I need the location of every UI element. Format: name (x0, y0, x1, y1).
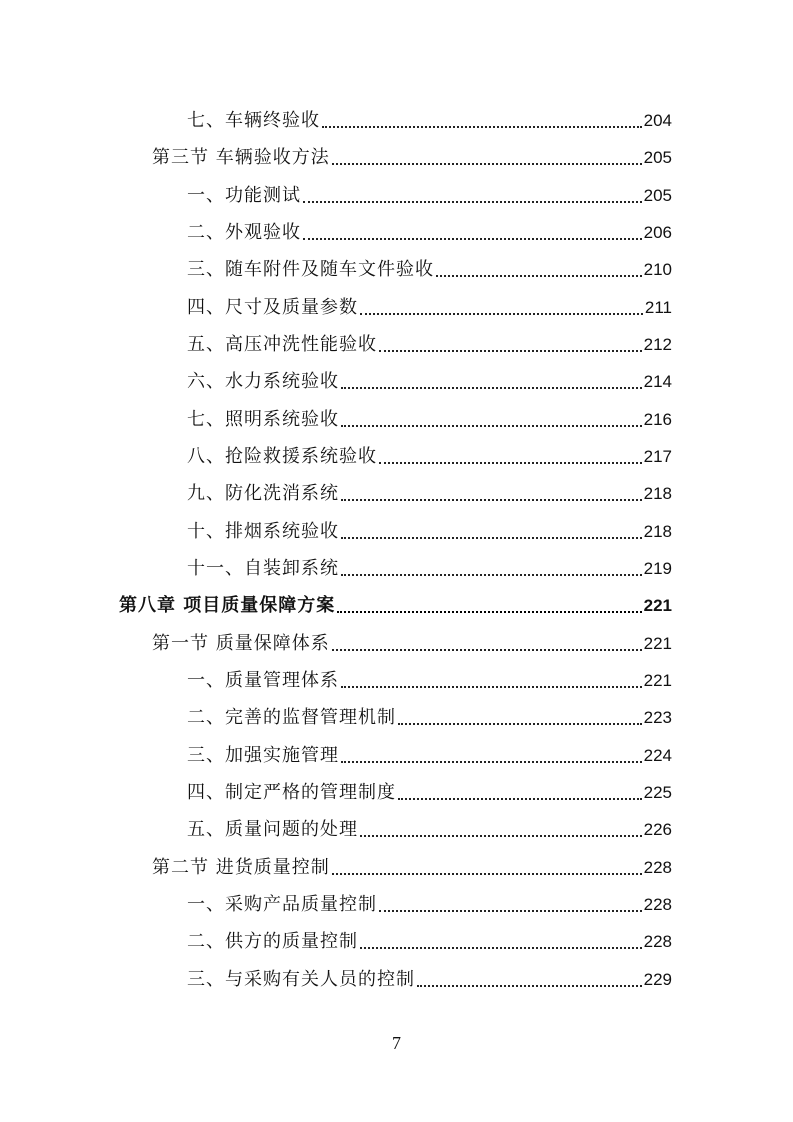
toc-entry-title: 五、质量问题的处理 (187, 819, 358, 840)
toc-entry-page: 221 (643, 671, 672, 690)
toc-entry-title: 十一、自装卸系统 (187, 558, 339, 579)
toc-entry[interactable] (0, 513, 793, 543)
toc-entry-page: 229 (643, 970, 672, 989)
dot-leader (379, 894, 642, 916)
toc-entry-title: 第八章 项目质量保障方案 (119, 595, 336, 616)
dot-leader (436, 259, 642, 281)
toc-entry[interactable] (0, 475, 793, 505)
dot-leader (303, 185, 642, 207)
toc-entry[interactable] (0, 401, 793, 431)
dot-leader (341, 670, 642, 692)
toc-entry-page: 206 (643, 223, 672, 242)
toc-entry[interactable] (0, 438, 793, 468)
dot-leader (360, 819, 642, 841)
toc-entry-page: 218 (643, 522, 672, 541)
toc-entry-page: 205 (643, 148, 672, 167)
dot-leader (341, 371, 642, 393)
toc-entry[interactable] (0, 886, 793, 916)
toc-entry-page: 224 (643, 746, 672, 765)
toc-entry-title: 三、与采购有关人员的控制 (187, 969, 415, 990)
toc-entry-page: 223 (643, 708, 672, 727)
toc-chapter-entry[interactable] (0, 587, 793, 617)
toc-entry-title: 七、车辆终验收 (187, 110, 320, 131)
toc-entry-page: 217 (643, 447, 672, 466)
toc-entry-title: 四、制定严格的管理制度 (187, 782, 396, 803)
dot-leader (360, 297, 643, 319)
dot-leader (398, 782, 642, 804)
toc-entry[interactable] (0, 363, 793, 393)
dot-leader (332, 633, 642, 655)
toc-entry-page: 225 (643, 783, 672, 802)
toc-entry-title: 第三节 车辆验收方法 (152, 147, 330, 168)
toc-entry-page: 210 (643, 260, 672, 279)
toc-entry-page: 214 (643, 372, 672, 391)
toc-entry[interactable] (0, 625, 793, 655)
toc-entry-page: 205 (643, 186, 672, 205)
toc-entry[interactable] (0, 737, 793, 767)
dot-leader (341, 521, 642, 543)
toc-entry-page: 228 (643, 932, 672, 951)
toc-entry-title: 一、功能测试 (187, 185, 301, 206)
toc-entry-page: 216 (643, 410, 672, 429)
page-number: 7 (392, 1033, 401, 1053)
dot-leader (332, 857, 642, 879)
toc-entry[interactable] (0, 662, 793, 692)
dot-leader (341, 409, 642, 431)
toc-entry-title: 六、水力系统验收 (187, 371, 339, 392)
toc-entry[interactable] (0, 326, 793, 356)
toc-entry-page: 228 (643, 858, 672, 877)
toc-entry-title: 一、质量管理体系 (187, 670, 339, 691)
toc-entry[interactable] (0, 139, 793, 169)
toc-entry-title: 十、排烟系统验收 (187, 521, 339, 542)
toc-entry-page: 211 (644, 298, 672, 317)
toc-entry[interactable] (0, 102, 793, 132)
toc-entry-title: 二、供方的质量控制 (187, 931, 358, 952)
dot-leader (341, 745, 642, 767)
toc-entry[interactable] (0, 923, 793, 953)
toc-entry-page: 212 (643, 335, 672, 354)
dot-leader (341, 483, 642, 505)
toc-entry[interactable] (0, 699, 793, 729)
toc-entry-title: 七、照明系统验收 (187, 409, 339, 430)
dot-leader (341, 558, 642, 580)
toc-entry[interactable] (0, 774, 793, 804)
dot-leader (360, 931, 642, 953)
toc-entry[interactable] (0, 251, 793, 281)
dot-leader (398, 707, 642, 729)
toc-entry-title: 一、采购产品质量控制 (187, 894, 377, 915)
toc-entry-title: 二、外观验收 (187, 222, 301, 243)
toc-entry-page: 221 (643, 596, 672, 615)
toc-entry-page: 226 (643, 820, 672, 839)
toc-entry[interactable] (0, 550, 793, 580)
toc-entry-page: 218 (643, 484, 672, 503)
toc-entry[interactable] (0, 214, 793, 244)
dot-leader (379, 446, 642, 468)
toc-entry[interactable] (0, 961, 793, 991)
dot-leader (322, 110, 642, 132)
toc-entry-page: 221 (643, 634, 672, 653)
dot-leader (332, 147, 642, 169)
toc-entry-page: 219 (643, 559, 672, 578)
toc-entry[interactable] (0, 177, 793, 207)
toc-entry-title: 五、高压冲洗性能验收 (187, 334, 377, 355)
dot-leader (303, 222, 642, 244)
toc-entry-title: 二、完善的监督管理机制 (187, 707, 396, 728)
dot-leader (337, 595, 641, 617)
toc-entry-title: 三、加强实施管理 (187, 745, 339, 766)
toc-entry-page: 228 (643, 895, 672, 914)
toc-entry-title: 三、随车附件及随车文件验收 (187, 259, 434, 280)
toc-entry-title: 四、尺寸及质量参数 (187, 297, 358, 318)
toc-entry[interactable] (0, 811, 793, 841)
toc-entry[interactable] (0, 289, 793, 319)
toc-entry-title: 第一节 质量保障体系 (152, 633, 330, 654)
toc-entry-title: 八、抢险救援系统验收 (187, 446, 377, 467)
dot-leader (379, 334, 642, 356)
toc-entry-title: 第二节 进货质量控制 (152, 857, 330, 878)
toc-entry-page: 204 (643, 111, 672, 130)
dot-leader (417, 969, 642, 991)
toc-entry[interactable] (0, 849, 793, 879)
toc-entry-title: 九、防化洗消系统 (187, 483, 339, 504)
